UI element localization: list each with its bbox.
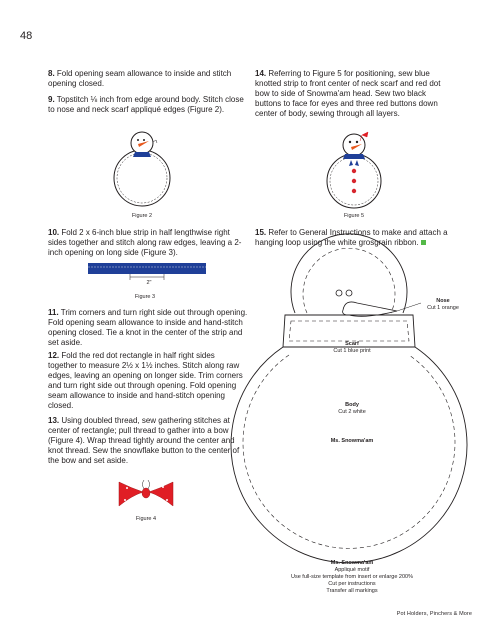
figure-4-caption: Figure 4: [135, 516, 157, 522]
figure-4-bow: [117, 478, 177, 510]
figure-3-dimension: 2": [146, 280, 152, 286]
body-title: Body: [345, 402, 359, 408]
template-inner-name: [312, 438, 392, 445]
figure-3-caption: Figure 3: [134, 294, 156, 300]
template-caption: [252, 560, 452, 595]
step-10-number: 10.: [48, 228, 60, 237]
step-10-text: Fold 2 x 6-inch blue strip in half lengthwise right sides together and stitch along raw edges, leaving a 2-inch opening on long side (Figure 3).: [48, 228, 242, 257]
step-8-number: 8.: [48, 69, 55, 78]
page-number: 48: [20, 30, 33, 42]
step-8-text: Fold opening seam allowance to inside and stitch opening closed.: [48, 69, 232, 88]
step-14-text: Referring to Figure 5 for positioning, sew blue knotted strip to front center of neck scarf and red dot bow to side of Snowma'am head. Sew two black buttons to face for eyes and three red buttons down center of body, sewing through all layers.: [255, 69, 441, 118]
scarf-sub: Cut 1 blue print: [333, 348, 371, 354]
step-10: [48, 228, 246, 258]
template-inner-name-text: Ms. Snowma'am: [330, 438, 374, 444]
step-14-number: 14.: [255, 69, 267, 78]
end-bullet-icon: [421, 240, 426, 245]
scarf-label: [322, 341, 382, 355]
figure-5-snowman: [318, 133, 398, 213]
step-11-number: 11.: [48, 308, 59, 317]
step-12-number: 12.: [48, 351, 60, 360]
nose-sub: Cut 1 orange: [427, 305, 459, 311]
template-caption-line3: Cut per instructions: [328, 581, 376, 587]
step-15-text: Refer to General Instructions to make and attach a hanging loop using the white grosgrain ribbon.: [255, 228, 448, 247]
scarf-title: Scarf: [345, 341, 359, 347]
step-11: [48, 308, 248, 348]
nose-label: [418, 298, 468, 312]
step-12-text: Fold the red dot rectangle in half right sides together to measure 2½ x 1½ inches. Stitch along raw edges, leaving an opening on longer side. Trim corners and turn right side out through opening. Fold opening seam allowance to inside and hand-stitch opening closed.: [48, 351, 243, 410]
step-13: [48, 416, 240, 466]
figure-5-caption: Figure 5: [343, 213, 365, 219]
step-15-number: 15.: [255, 228, 267, 237]
step-14: [255, 69, 453, 119]
step-15: [255, 228, 460, 248]
figure-2-caption: Figure 2: [131, 213, 153, 219]
template-caption-title: Ms. Snowma'am: [330, 560, 374, 566]
step-8: [48, 69, 238, 89]
body-label: [322, 402, 382, 416]
nose-title: Nose: [436, 298, 450, 304]
step-13-text: Using doubled thread, sew gathering stitches at center of rectangle; pull thread to gather into a bow (Figure 4). Wrap thread tightly around the center and knot thread. Sew the snowflake button to the center of the bow and set aside.: [48, 416, 240, 465]
body-sub: Cut 2 white: [338, 409, 366, 415]
step-9-number: 9.: [48, 95, 55, 104]
step-11-text: Trim corners and turn right side out through opening. Fold opening seam allowance to inside and hand-stitch opening closed. Tie a knot in the center of the strip and set aside.: [48, 308, 248, 347]
step-9-text: Topstitch ⅛ inch from edge around body. Stitch close to nose and neck scarf appliqué edges (Figure 2).: [48, 95, 244, 114]
step-13-number: 13.: [48, 416, 60, 425]
template-caption-line4: Transfer all markings: [326, 588, 378, 594]
template-caption-line2: Use full-size template from insert or enlarge 200%: [291, 574, 413, 580]
step-9: [48, 95, 248, 115]
template-caption-line1: Appliqué motif: [334, 567, 370, 573]
step-12: [48, 351, 244, 411]
footer-book-title: Pot Holders, Pinchers & More: [396, 611, 472, 617]
figure-2-snowman: [105, 130, 185, 210]
